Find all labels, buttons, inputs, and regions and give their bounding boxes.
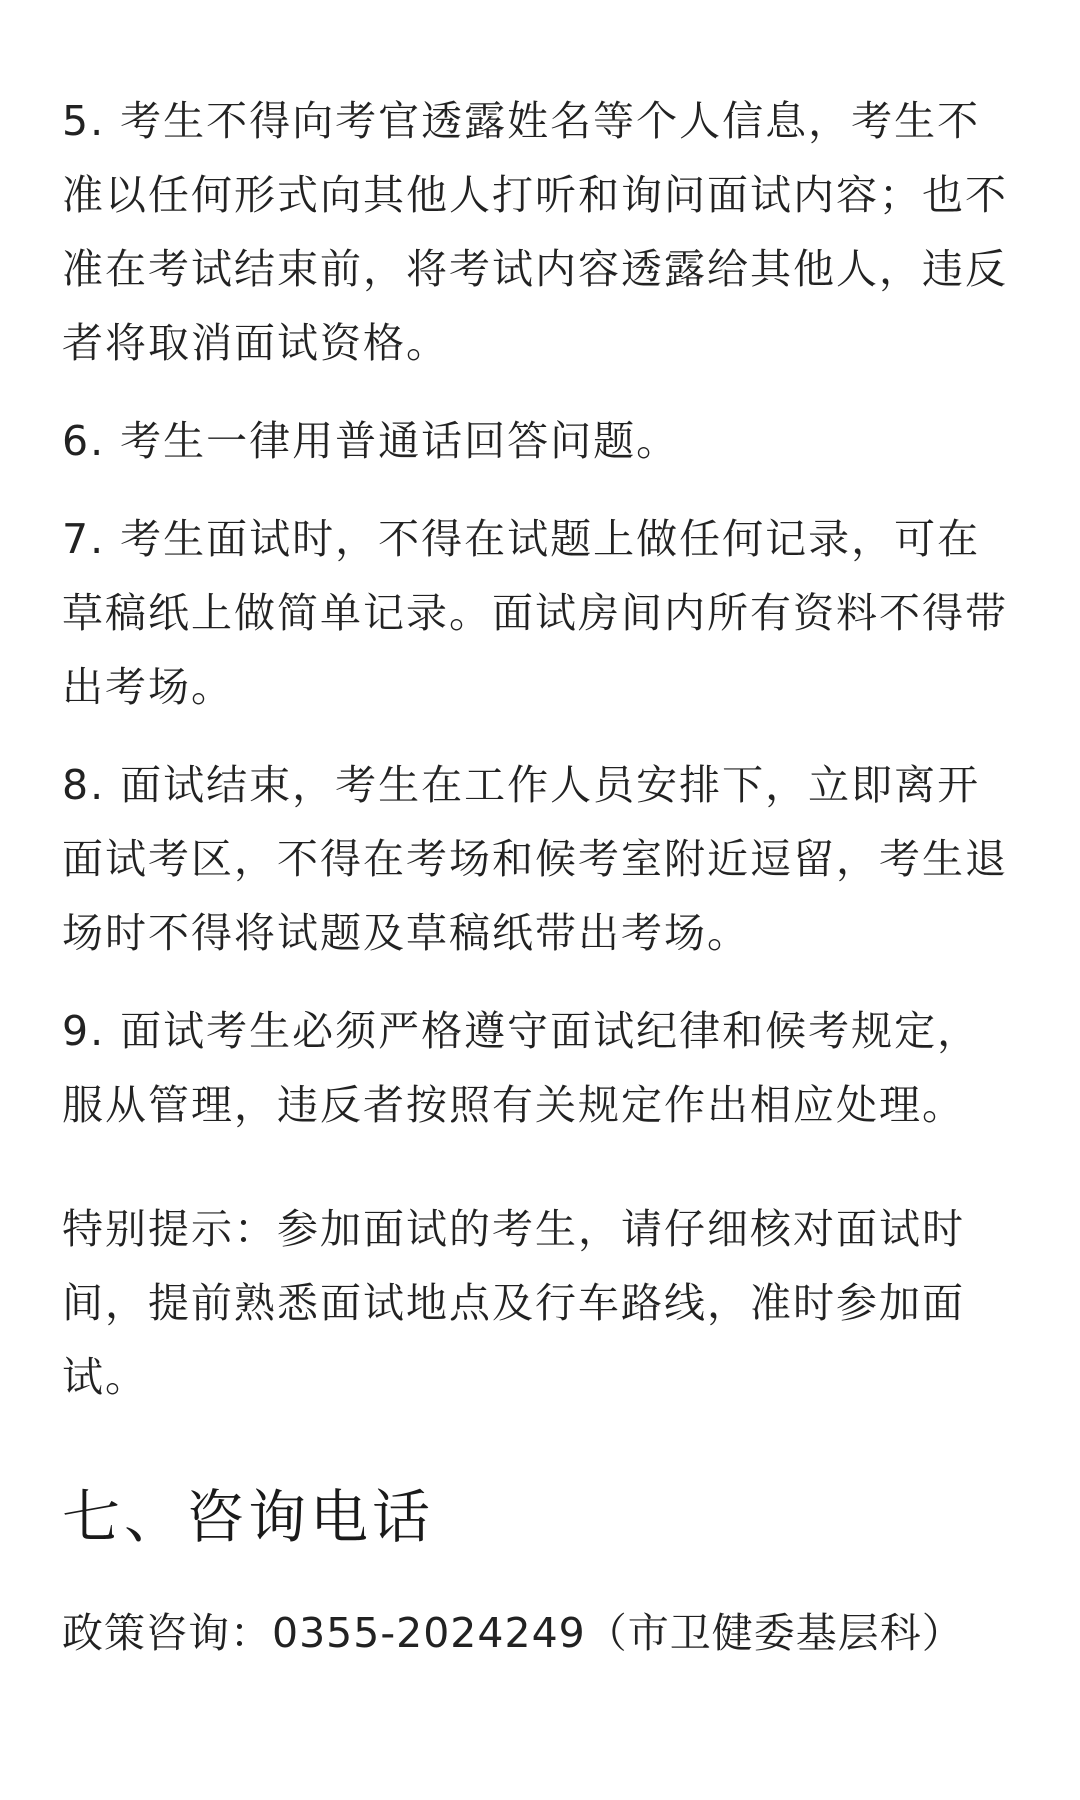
policy-consultation-phone: 政策咨询：0355-2024249（市卫健委基层科） (62, 1609, 964, 1657)
rule-item-7: 7. 考生面试时，不得在试题上做任何记录，可在草稿纸上做简单记录。面试房间内所有资料不得带出考场。 (62, 515, 1008, 711)
rule-item-5: 5. 考生不得向考官透露姓名等个人信息，考生不准以任何形式向其他人打听和询问面试内容；也不准在考试结束前，将考试内容透露给其他人，违反者将取消面试资格。 (62, 97, 1008, 367)
article-body (62, 84, 1022, 1670)
rule-item-8: 8. 面试结束，考生在工作人员安排下，立即离开面试考区，不得在考场和候考室附近逗留，考生退场时不得将试题及草稿纸带出考场。 (62, 761, 1008, 957)
section-heading-consultation: 七、咨询电话 (62, 1483, 435, 1551)
rule-item-6: 6. 考生一律用普通话回答问题。 (62, 417, 680, 465)
rule-item-9: 9. 面试考生必须严格遵守面试纪律和候考规定，服从管理，违反者按照有关规定作出相应处理。 (62, 1007, 981, 1129)
special-note: 特别提示：参加面试的考生，请仔细核对面试时间，提前熟悉面试地点及行车路线，准时参加面试。 (62, 1205, 965, 1401)
